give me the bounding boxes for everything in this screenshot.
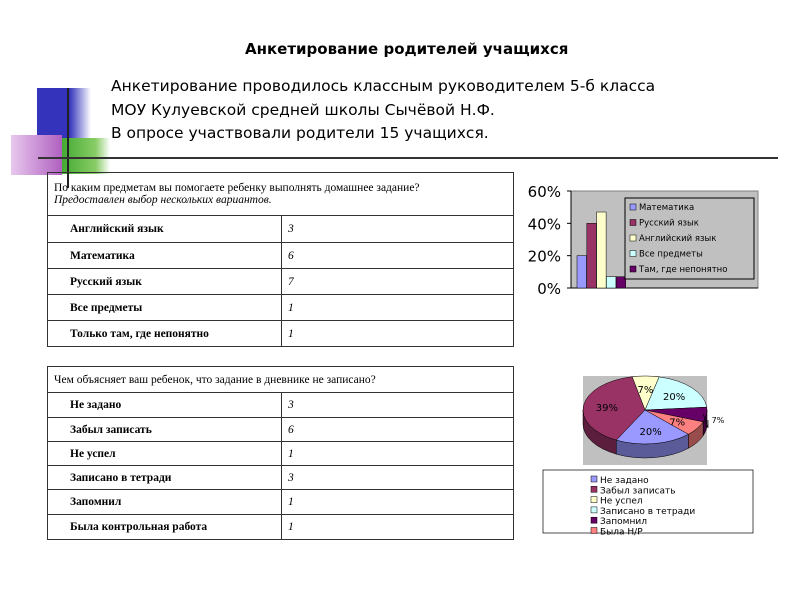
row-label: Не успел [48, 442, 282, 466]
row-label: Была контрольная работа [48, 515, 282, 540]
page-title: Анкетирование родителей учащихся [245, 40, 569, 58]
legend-label: Математика [639, 203, 695, 213]
legend-swatch [591, 486, 597, 492]
legend-swatch [630, 235, 636, 241]
legend-label: Забыл записать [600, 486, 676, 497]
legend-swatch [630, 266, 636, 272]
bar-0 [577, 256, 587, 288]
legend-label: Не успел [600, 496, 643, 507]
legend-label: Записано в тетради [600, 506, 696, 517]
row-label: Не задано [48, 393, 282, 418]
legend-swatch [591, 497, 597, 503]
legend-swatch [591, 528, 597, 534]
row-value: 1 [282, 490, 514, 515]
y-tick-label: 60% [527, 183, 561, 201]
row-label: Записано в тетради [48, 466, 282, 490]
legend-swatch [591, 476, 597, 482]
row-label: Математика [48, 243, 282, 269]
bar-3 [606, 277, 616, 288]
row-label: Все предметы [48, 295, 282, 321]
legend-swatch [630, 251, 636, 257]
row-value: 7 [282, 269, 514, 295]
legend-label: Русский язык [639, 218, 699, 229]
row-value: 3 [282, 393, 514, 418]
legend-label: Английский язык [639, 234, 717, 244]
note: Предоставлен выбор нескольких вариантов. [54, 194, 272, 206]
legend-swatch [591, 507, 597, 513]
row-value: 1 [282, 295, 514, 321]
row-label: Русский язык [48, 269, 282, 295]
legend-label: Не задано [600, 476, 649, 486]
legend-label: Там, где непонятно [639, 265, 728, 275]
legend-label: Все предметы [639, 249, 703, 260]
table2-header: Чем объясняет ваш ребенок, что задание в дневнике не записано? [48, 367, 514, 393]
bar-4 [616, 277, 626, 288]
row-value: 1 [282, 321, 514, 347]
question: По каким предметам вы помогаете ребенку выполнять домашнее задание? [54, 182, 420, 194]
pie-label: 20% [662, 392, 686, 404]
bar-2 [597, 212, 607, 288]
row-label: Забыл записать [48, 418, 282, 442]
legend-label: Была Н/Р [600, 527, 643, 538]
row-value: 3 [282, 216, 514, 243]
intro-line-3: В опросе участвовали родители 15 учащихся. [111, 124, 489, 142]
row-value: 3 [282, 466, 514, 490]
legend-swatch [630, 204, 636, 210]
row-label: Запомнил [48, 490, 282, 515]
pie-label: 39% [595, 403, 619, 415]
pie-label: 20% [639, 426, 662, 438]
legend-swatch [630, 220, 636, 226]
row-value: 6 [282, 418, 514, 442]
y-tick-label: 40% [527, 215, 561, 234]
y-tick-label: 0% [537, 280, 561, 298]
bar-1 [587, 223, 597, 288]
pie-label: 7% [669, 417, 686, 429]
row-value: 1 [282, 515, 514, 540]
pie-label: 7% [637, 384, 654, 396]
intro-line-1: Анкетирование проводилось классным руководителем 5-б класса [111, 77, 656, 95]
row-value: 1 [282, 442, 514, 466]
legend-label: Запомнил [600, 517, 647, 528]
legend-swatch [591, 517, 597, 523]
pie-label: 7% [711, 416, 725, 425]
row-label: Только там, где непонятно [48, 321, 282, 347]
row-value: 6 [282, 243, 514, 269]
intro-line-2: МОУ Кулуевской средней школы Сычёвой Н.Ф. [111, 101, 495, 119]
y-tick-label: 20% [527, 247, 561, 266]
row-label: Английский язык [48, 216, 282, 243]
